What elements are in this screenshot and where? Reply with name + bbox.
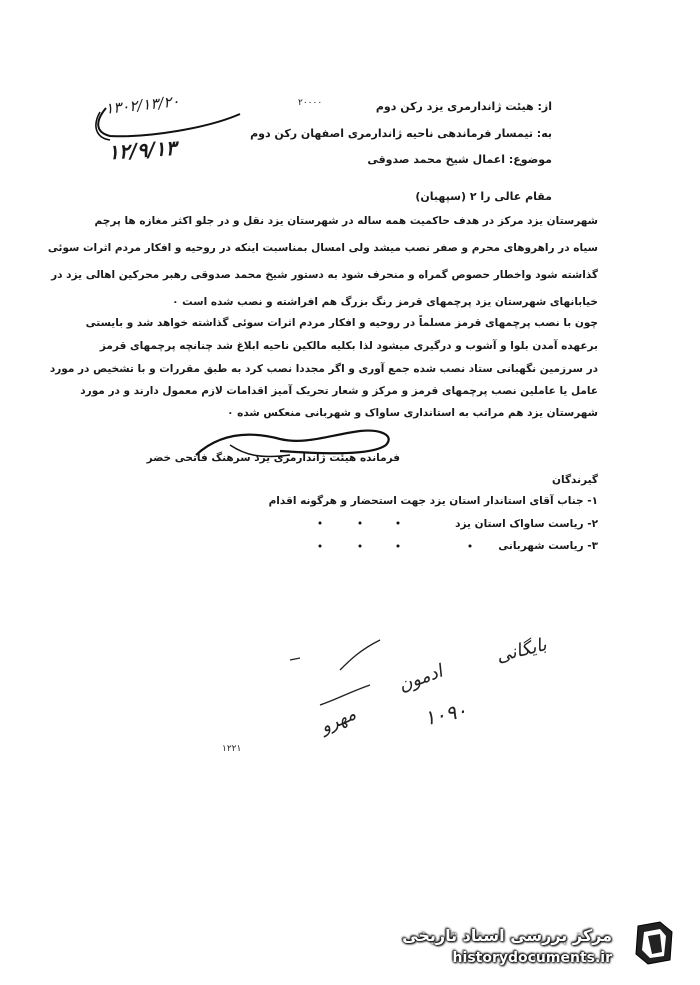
body-line-8: عامل یا عاملین نصب پرچمهای قرمز و مرکز و شعار تحریک آمیز اقدامات لازم معمول دارند و در مورد [80,385,598,397]
body-line-7: در سرزمین نگهبانی ستاد نصب شده جمع آوری و اگر مجددا نصب کرد به طبق مقررات و با تشخیص در مورد [49,363,598,375]
cc-item-2: ۲- ریاست ساواک استان یزد [455,518,598,530]
dotted-leaders [310,515,490,555]
archive-url: historydocuments.ir [452,950,612,966]
body-line-3: گذاشته شود واخطار حصوص گمراه و منحرف شود به دستور شیخ محمد صدوقی رهبر محرکین اهالی یزد در [51,269,598,281]
handwritten-date-1: ۱۳۰۲/۱۳/۲۰ [104,92,181,118]
handwritten-strokes [280,630,420,720]
body-line-6: برعهده آمدن بلوا و آشوب و درگیری میشود لذا بکلیه مالکین ناحیه ابلاغ شد چنانچه پرچمهای قرمز [99,340,598,352]
cc-heading: گیرندگان [552,474,598,486]
archive-name: مرکز بررسی اسناد تاریخی [402,926,612,945]
signature-line: فرمانده هیئت ژاندارمری یزد سرهنگ فاتحی خضر [146,452,400,464]
salutation: مقام عالی را ۲ (سپهبان) [415,190,552,203]
subject-line: موضوع: اعمال شیخ محمد صدوقی [367,153,552,166]
handwritten-note-1: بایگانی [494,634,549,667]
archive-logo-icon [630,918,678,968]
body-line-4: خیابانهای شهرستان یزد پرچمهای قرمز رنگ بزرگ هم افراشته و نصب شده است ۰ [172,296,598,308]
body-line-2: سیاه در راهروهای محرم و صفر نصب میشد ولی امسال بمناسبت اینکه در روحیه و افکار مردم اثرات سوئی [47,242,598,254]
body-line-5: چون با نصب پرچمهای قرمز مسلماً در روحیه و افکار مردم اثرات سوئی گذاشته خواهد شد و بایستی [85,317,598,329]
body-line-1: شهرستان یزد مرکز در هدف حاکمیت همه ساله در شهرستان یزد نقل و در جلو اکثر مغازه ها پرچم [94,215,598,227]
bottom-number: ۱۲۲۱ [222,744,242,754]
handwritten-date-2: ۱۲/۹/۱۳ [107,135,178,165]
cc-item-1: ۱- جناب آقای استاندار استان یزد جهت استحضار و هرگونه اقدام [268,495,598,507]
from-line: از: هیئت ژاندارمری یزد رکن دوم [375,100,552,113]
document-number: ۲۰۰۰۰ [298,98,323,108]
handwritten-note-2: ادمون [395,660,446,697]
handwritten-note-4: مهرو [317,703,360,738]
handwritten-note-3: ۱۰۹۰ [421,697,469,731]
body-line-9: شهرستان یزد هم مراتب به استانداری ساواک و شهربانی منعکس شده ۰ [227,407,598,419]
cc-item-3: ۳- ریاست شهربانی [498,540,598,552]
to-line: به: تیمسار فرماندهی ناحیه ژاندارمری اصفهان رکن دوم [250,127,552,140]
